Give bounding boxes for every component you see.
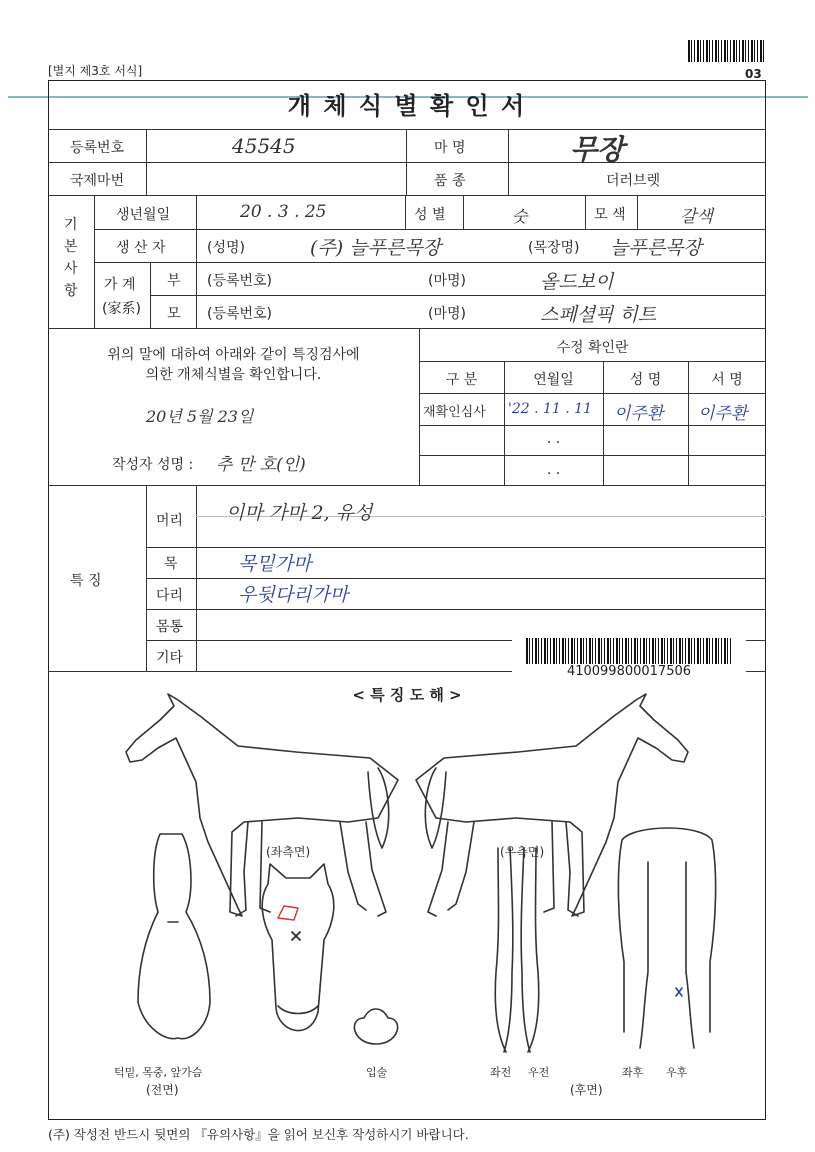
muzzle-caption: 입술 [366,1066,388,1079]
left-side-caption: (좌측면) [266,845,311,859]
color-label: 모 색 [594,207,626,223]
left-side-horse [126,694,398,916]
hind-left-caption: 좌후 [622,1066,644,1079]
muzzle-view [354,1009,397,1044]
rev-row1-date: '22 . 11 . 11 [508,401,592,417]
breed-value: 더러브렛 [606,173,661,189]
sire-name-label: (마명) [428,273,466,289]
other-label: 기타 [156,650,184,666]
diagram-title: < 특 징 도 해 > [352,686,462,704]
rev-row1-sign: 이주환 [698,404,748,424]
neck-label: 목 [164,556,178,572]
barcode-number: 410099800017506 [566,664,692,679]
sire-label: 부 [167,273,181,289]
front-right-caption: 우전 [528,1066,550,1079]
pedigree-hanja: (家系) [102,301,141,317]
sire-reg-no-label: (등록번호) [207,273,273,289]
features-section-label: 특 징 [70,573,102,589]
head-value: 이마 가마 2, 유성 [226,502,373,524]
horse-diagram [48,672,766,1120]
rear-view-caption: (후면) [570,1083,603,1097]
dam-name-label: (마명) [428,306,466,322]
rev-row2-dots: . . [546,431,561,447]
rev-header-date: 연월일 [533,372,574,388]
rear-view [618,828,715,1048]
rev-row1-type: 재확인심사 [423,405,486,420]
sire-name-value: 올드보이 [540,271,614,293]
head-front-view [262,864,334,1031]
rev-row3-dots: . . [546,462,561,478]
confirm-text-line1: 위의 말에 대하여 아래와 같이 특징검사에 [107,347,360,363]
horse-name-value: 무장 [570,133,625,166]
confirm-text-line2: 의한 개체식별을 확인합니다. [145,367,322,383]
top-barcode [688,40,764,62]
rev-header-name: 성 명 [629,372,662,388]
breeder-name-label: (성명) [207,240,245,256]
color-value: 갈색 [680,207,713,227]
rev-row1-name: 이주환 [614,404,664,424]
farm-label: (목장명) [528,240,580,256]
form-code: [별지 제3호 서식] [48,64,143,78]
horse-name-label: 마 명 [434,140,466,156]
dam-name-value: 스페셜픽 히트 [540,304,657,326]
front-neck-view [138,834,210,1039]
reg-no-value: 45545 [232,134,296,158]
legs-value: 우뒷다리가마 [238,584,349,606]
neck-value: 목밑가마 [238,553,312,575]
page-number: 03 [745,67,762,81]
breeder-name-value: (주) 늘푸른목장 [310,237,441,259]
front-legs-view [495,848,538,1052]
writer-value: 추 만 호(인) [216,455,306,475]
pedigree-label: 가 계 [104,277,136,293]
legs-label: 다리 [156,588,184,604]
sex-value: 숫 [512,207,528,226]
basic-section-label: 기 본 사 항 [64,217,78,299]
barcode [526,638,732,664]
hind-right-caption: 우후 [666,1066,688,1079]
revision-title: 수정 확인란 [556,340,629,356]
page-title: 개 체 식 별 확 인 서 [287,92,527,120]
sex-label: 성 별 [414,207,446,223]
dam-reg-no-label: (등록번호) [207,306,273,322]
birth-value: 20 . 3 . 25 [240,202,327,222]
birth-label: 생년월일 [116,207,171,223]
head-label: 머리 [156,513,184,529]
front-caption: 턱밑, 목중, 앞가슴 [114,1066,203,1079]
dam-label: 모 [167,306,181,322]
reg-no-label: 등록번호 [70,140,125,156]
rev-header-sign: 서 명 [711,372,743,388]
right-side-caption: (우측면) [500,845,545,859]
farm-value: 늘푸른목장 [610,237,702,259]
confirm-date: 20년 5월 23일 [146,407,254,426]
breed-label: 품 종 [434,173,466,189]
writer-label: 작성자 성명 : [112,457,194,473]
breeder-label: 생 산 자 [116,240,166,256]
footer-note: (주) 작성전 반드시 뒷면의 『유의사항』을 읽어 보신후 작성하시기 바랍니다. [48,1127,469,1142]
intl-name-label: 국제마번 [70,173,125,189]
front-left-caption: 좌전 [490,1066,512,1079]
rev-header-type: 구 분 [445,372,478,388]
front-view-caption: (전면) [146,1083,179,1097]
body-label: 몸통 [156,619,184,635]
